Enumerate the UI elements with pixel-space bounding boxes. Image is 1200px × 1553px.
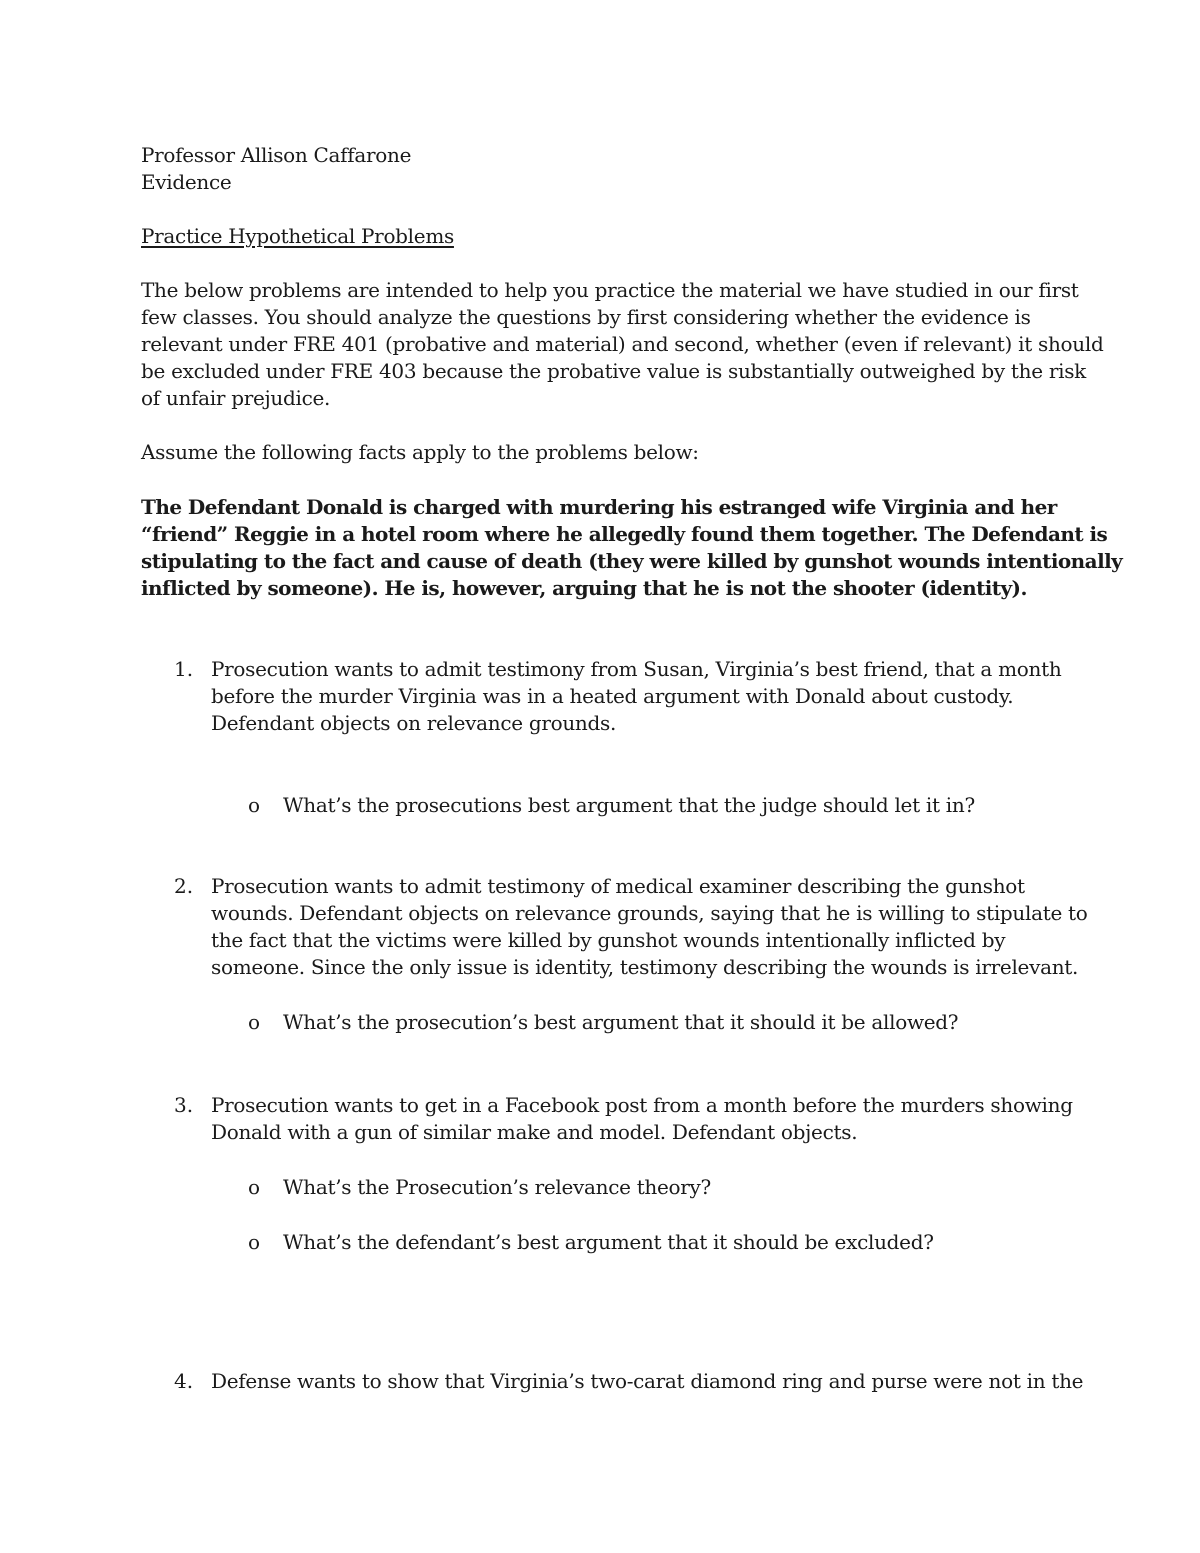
problem-line: wounds. Defendant objects on relevance grounds, saying that he is willing to stipulate to <box>211 901 1088 925</box>
problem-number: 4. <box>174 1369 194 1393</box>
facts-line: The Defendant Donald is charged with murdering his estranged wife Virginia and her <box>141 495 1057 519</box>
course-name: Evidence <box>141 170 232 194</box>
intro-line: few classes. You should analyze the questions by first considering whether the evidence is <box>141 305 1031 329</box>
facts-line: “friend” Reggie in a hotel room where he allegedly found them together. The Defendant is <box>141 522 1108 546</box>
problem-line: someone. Since the only issue is identity, testimony describing the wounds is irrelevant. <box>211 955 1079 979</box>
problem-number: 3. <box>174 1093 194 1117</box>
problem-number: 2. <box>174 874 194 898</box>
problem-line: Defendant objects on relevance grounds. <box>211 711 617 735</box>
question-line: What’s the prosecution’s best argument that it should it be allowed? <box>283 1010 959 1034</box>
problem-line: Donald with a gun of similar make and model. Defendant objects. <box>211 1120 858 1144</box>
intro-line: be excluded under FRE 403 because the probative value is substantially outweighed by the risk <box>141 359 1086 383</box>
problem-line: Prosecution wants to get in a Facebook post from a month before the murders showing <box>211 1093 1073 1117</box>
assume-statement: Assume the following facts apply to the problems below: <box>141 440 699 464</box>
problem-line: Defense wants to show that Virginia’s two-carat diamond ring and purse were not in the <box>211 1369 1084 1393</box>
bullet-icon: o <box>248 1175 261 1199</box>
problem-line: before the murder Virginia was in a heated argument with Donald about custody. <box>211 684 1014 708</box>
bullet-icon: o <box>248 793 261 817</box>
professor-name: Professor Allison Caffarone <box>141 143 412 167</box>
facts-line: inflicted by someone). He is, however, arguing that he is not the shooter (identity). <box>141 576 1027 600</box>
problem-line: the fact that the victims were killed by gunshot wounds intentionally inflicted by <box>211 928 1006 952</box>
intro-line: The below problems are intended to help you practice the material we have studied in our first <box>141 278 1079 302</box>
problem-number: 1. <box>174 657 194 681</box>
problem-line: Prosecution wants to admit testimony of medical examiner describing the gunshot <box>211 874 1025 898</box>
document-title: Practice Hypothetical Problems <box>141 224 454 248</box>
question-line: What’s the prosecutions best argument that the judge should let it in? <box>283 793 975 817</box>
intro-line: relevant under FRE 401 (probative and material) and second, whether (even if relevant) it should <box>141 332 1104 356</box>
problem-line: Prosecution wants to admit testimony from Susan, Virginia’s best friend, that a month <box>211 657 1062 681</box>
question-line: What’s the defendant’s best argument that it should be excluded? <box>283 1230 934 1254</box>
bullet-icon: o <box>248 1010 261 1034</box>
intro-line: of unfair prejudice. <box>141 386 331 410</box>
question-line: What’s the Prosecution’s relevance theory? <box>283 1175 711 1199</box>
bullet-icon: o <box>248 1230 261 1254</box>
facts-line: stipulating to the fact and cause of death (they were killed by gunshot wounds intentionally <box>141 549 1123 573</box>
